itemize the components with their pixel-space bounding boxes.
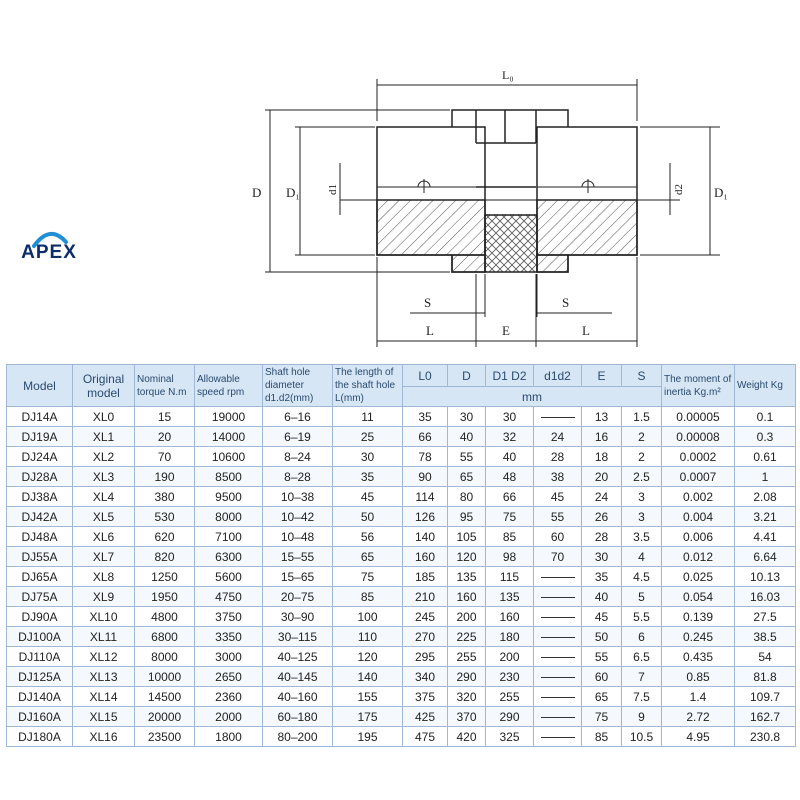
table-cell: XL4 [73, 487, 135, 507]
table-cell [534, 587, 582, 607]
table-cell: DJ75A [7, 587, 73, 607]
table-cell: XL3 [73, 467, 135, 487]
table-cell: 9 [622, 707, 662, 727]
table-cell: 16.03 [735, 587, 796, 607]
table-cell: 3350 [195, 627, 263, 647]
table-cell: 13 [582, 407, 622, 427]
table-cell: 10000 [135, 667, 195, 687]
table-cell: 162.7 [735, 707, 796, 727]
table-cell: 105 [448, 527, 486, 547]
table-cell: 120 [448, 547, 486, 567]
dash-mark [541, 597, 575, 598]
table-cell: 380 [135, 487, 195, 507]
table-cell: 20000 [135, 707, 195, 727]
table-cell: 30 [333, 447, 403, 467]
table-row [7, 487, 796, 507]
table-cell: 290 [448, 667, 486, 687]
table-cell: 110 [333, 627, 403, 647]
table-cell: 10.13 [735, 567, 796, 587]
table-cell: 85 [582, 727, 622, 747]
table-cell: 98 [486, 547, 534, 567]
table-cell: 135 [486, 587, 534, 607]
table-cell: 6 [622, 627, 662, 647]
table-cell [534, 407, 582, 427]
table-cell: 325 [486, 727, 534, 747]
table-cell: 4750 [195, 587, 263, 607]
table-cell: 2000 [195, 707, 263, 727]
table-cell: 10–42 [263, 507, 333, 527]
table-cell: 475 [403, 727, 448, 747]
label-D1-right: D₁ [714, 185, 728, 200]
table-cell: XL12 [73, 647, 135, 667]
table-cell: 85 [486, 527, 534, 547]
table-cell: 38.5 [735, 627, 796, 647]
table-cell: 6800 [135, 627, 195, 647]
table-cell: 370 [448, 707, 486, 727]
table-cell: 126 [403, 507, 448, 527]
table-cell: 820 [135, 547, 195, 567]
table-cell [534, 567, 582, 587]
table-cell: 35 [403, 407, 448, 427]
table-row [7, 467, 796, 487]
table-cell: 1800 [195, 727, 263, 747]
table-cell: 230.8 [735, 727, 796, 747]
table-cell [534, 647, 582, 667]
table-cell: 140 [403, 527, 448, 547]
table-row [7, 627, 796, 647]
table-cell: 5.5 [622, 607, 662, 627]
table-cell: 5 [622, 587, 662, 607]
table-cell: 175 [333, 707, 403, 727]
table-cell: 48 [486, 467, 534, 487]
table-cell: 14500 [135, 687, 195, 707]
table-cell: 6300 [195, 547, 263, 567]
table-row [7, 527, 796, 547]
table-cell: 1.4 [662, 687, 735, 707]
header-original-model: Original model [73, 365, 135, 407]
table-cell: 45 [534, 487, 582, 507]
table-cell: 65 [333, 547, 403, 567]
table-cell: 8000 [195, 507, 263, 527]
table-cell: 30–90 [263, 607, 333, 627]
table-cell: 80 [448, 487, 486, 507]
table-cell: 340 [403, 667, 448, 687]
table-cell: 7100 [195, 527, 263, 547]
table-cell: 160 [403, 547, 448, 567]
table-cell: 1250 [135, 567, 195, 587]
table-cell: 2650 [195, 667, 263, 687]
table-cell: DJ38A [7, 487, 73, 507]
label-d1: d1 [327, 184, 339, 195]
table-cell: 27.5 [735, 607, 796, 627]
table-cell: 375 [403, 687, 448, 707]
table-cell: 0.85 [662, 667, 735, 687]
table-row [7, 427, 796, 447]
table-cell: 75 [333, 567, 403, 587]
label-d2: d2 [673, 184, 685, 195]
dash-mark [541, 737, 575, 738]
table-cell: XL6 [73, 527, 135, 547]
table-cell: 60 [582, 667, 622, 687]
table-row [7, 607, 796, 627]
table-cell: DJ65A [7, 567, 73, 587]
table-cell: 8000 [135, 647, 195, 667]
table-row [7, 587, 796, 607]
table-cell: 5600 [195, 567, 263, 587]
table-cell: XL2 [73, 447, 135, 467]
table-cell: 0.245 [662, 627, 735, 647]
table-cell: 40 [486, 447, 534, 467]
header-d1d2: d1d2 [534, 365, 582, 387]
dash-mark [541, 657, 575, 658]
table-cell: 160 [486, 607, 534, 627]
table-cell: 24 [534, 427, 582, 447]
label-S-left: S [424, 295, 432, 310]
table-cell: 60 [534, 527, 582, 547]
table-cell: 0.054 [662, 587, 735, 607]
dash-mark [541, 677, 575, 678]
table-cell: 3000 [195, 647, 263, 667]
table-cell: 26 [582, 507, 622, 527]
table-cell: 4.41 [735, 527, 796, 547]
table-cell: 15 [135, 407, 195, 427]
table-cell: 425 [403, 707, 448, 727]
table-cell: 30 [486, 407, 534, 427]
table-cell: XL15 [73, 707, 135, 727]
table-cell: 35 [582, 567, 622, 587]
table-cell: 195 [333, 727, 403, 747]
table-row [7, 567, 796, 587]
label-L-right: L [582, 323, 590, 338]
table-cell: 56 [333, 527, 403, 547]
table-row [7, 547, 796, 567]
table-cell: 2360 [195, 687, 263, 707]
table-cell: 2.72 [662, 707, 735, 727]
header-nominal-torque: Nominal torque N.m [135, 365, 195, 407]
table-cell: 4800 [135, 607, 195, 627]
table-cell [534, 627, 582, 647]
table-cell: DJ180A [7, 727, 73, 747]
table-cell: 3.5 [622, 527, 662, 547]
table-row [7, 707, 796, 727]
table-cell: DJ160A [7, 707, 73, 727]
table-cell: DJ110A [7, 647, 73, 667]
table-cell: 40–160 [263, 687, 333, 707]
table-cell: 70 [135, 447, 195, 467]
table-cell: XL13 [73, 667, 135, 687]
table-cell: 1 [735, 467, 796, 487]
table-cell: 66 [403, 427, 448, 447]
table-cell: DJ42A [7, 507, 73, 527]
table-cell: 620 [135, 527, 195, 547]
table-row [7, 447, 796, 467]
table-cell: 2.08 [735, 487, 796, 507]
table-cell: 25 [333, 427, 403, 447]
table-cell: 55 [534, 507, 582, 527]
label-E: E [502, 323, 510, 338]
table-cell: 40 [582, 587, 622, 607]
table-cell: 8–24 [263, 447, 333, 467]
table-cell: XL8 [73, 567, 135, 587]
table-cell: 55 [582, 647, 622, 667]
table-cell: 28 [534, 447, 582, 467]
table-cell: 200 [448, 607, 486, 627]
table-cell: 0.012 [662, 547, 735, 567]
table-cell: 135 [448, 567, 486, 587]
table-cell: XL5 [73, 507, 135, 527]
dash-mark [541, 417, 575, 418]
table-cell: 1.5 [622, 407, 662, 427]
header-shaft-length: The length of the shaft hole L(mm) [333, 365, 403, 407]
table-cell: 3 [622, 487, 662, 507]
table-cell: 30–115 [263, 627, 333, 647]
header-allowable-speed: Allowable speed rpm [195, 365, 263, 407]
table-cell: 0.025 [662, 567, 735, 587]
table-cell: DJ125A [7, 667, 73, 687]
label-D1-left: D₁ [286, 185, 300, 200]
table-row [7, 507, 796, 527]
table-cell: 109.7 [735, 687, 796, 707]
label-D: D [252, 185, 262, 200]
table-cell: 2 [622, 447, 662, 467]
table-cell: 7 [622, 667, 662, 687]
table-cell: 420 [448, 727, 486, 747]
table-cell: 14000 [195, 427, 263, 447]
table-cell: 160 [448, 587, 486, 607]
table-cell: 115 [486, 567, 534, 587]
table-cell: 6–16 [263, 407, 333, 427]
table-cell: 20–75 [263, 587, 333, 607]
header-model: Model [7, 365, 73, 407]
table-cell: XL0 [73, 407, 135, 427]
table-cell: 50 [333, 507, 403, 527]
dash-mark [541, 617, 575, 618]
specification-table-body [7, 407, 796, 747]
table-cell: 8500 [195, 467, 263, 487]
label-L-left: L [426, 323, 434, 338]
header-L0: L0 [403, 365, 448, 387]
table-cell: 270 [403, 627, 448, 647]
table-cell: 81.8 [735, 667, 796, 687]
table-cell: 200 [486, 647, 534, 667]
table-cell: 185 [403, 567, 448, 587]
table-cell: 3.21 [735, 507, 796, 527]
table-cell: 75 [582, 707, 622, 727]
table-cell: 0.004 [662, 507, 735, 527]
table-cell: 60–180 [263, 707, 333, 727]
table-cell: 8–28 [263, 467, 333, 487]
table-cell: XL7 [73, 547, 135, 567]
table-cell: 6–19 [263, 427, 333, 447]
table-row [7, 647, 796, 667]
header-S: S [622, 365, 662, 387]
table-cell: 10–38 [263, 487, 333, 507]
table-cell: XL16 [73, 727, 135, 747]
table-cell: 23500 [135, 727, 195, 747]
apex-logo [14, 226, 84, 270]
header-E: E [582, 365, 622, 387]
table-cell: 0.61 [735, 447, 796, 467]
table-cell: XL11 [73, 627, 135, 647]
table-cell: 45 [582, 607, 622, 627]
table-row [7, 667, 796, 687]
table-cell: DJ28A [7, 467, 73, 487]
table-cell: 54 [735, 647, 796, 667]
table-cell: 0.00008 [662, 427, 735, 447]
table-cell: DJ19A [7, 427, 73, 447]
table-cell: 7.5 [622, 687, 662, 707]
table-cell: 10.5 [622, 727, 662, 747]
table-cell: DJ48A [7, 527, 73, 547]
table-cell: 225 [448, 627, 486, 647]
table-cell: 3 [622, 507, 662, 527]
table-cell: 0.0002 [662, 447, 735, 467]
table-cell: XL1 [73, 427, 135, 447]
table-cell: 19000 [195, 407, 263, 427]
header-D: D [448, 365, 486, 387]
table-cell: 30 [448, 407, 486, 427]
table-cell: 85 [333, 587, 403, 607]
dash-mark [541, 717, 575, 718]
dash-mark [541, 637, 575, 638]
table-cell: XL10 [73, 607, 135, 627]
table-cell: 78 [403, 447, 448, 467]
table-cell: 35 [333, 467, 403, 487]
header-mm-unit: mm [403, 387, 662, 407]
table-cell: 40–125 [263, 647, 333, 667]
table-cell: 1950 [135, 587, 195, 607]
table-cell: DJ100A [7, 627, 73, 647]
table-cell: 40–145 [263, 667, 333, 687]
header-D1D2: D1 D2 [486, 365, 534, 387]
table-cell: 0.139 [662, 607, 735, 627]
header-weight: Weight Kg [735, 365, 796, 407]
table-cell: DJ24A [7, 447, 73, 467]
table-cell: 24 [582, 487, 622, 507]
table-cell: 40 [448, 427, 486, 447]
table-cell: 75 [486, 507, 534, 527]
table-cell: 66 [486, 487, 534, 507]
table-cell: 120 [333, 647, 403, 667]
dash-mark [541, 697, 575, 698]
table-cell: 50 [582, 627, 622, 647]
table-cell: 6.64 [735, 547, 796, 567]
dash-mark [541, 577, 575, 578]
table-cell: 9500 [195, 487, 263, 507]
table-cell: 0.435 [662, 647, 735, 667]
table-cell: 80–200 [263, 727, 333, 747]
table-cell: 3750 [195, 607, 263, 627]
table-cell: 15–65 [263, 567, 333, 587]
table-cell: 65 [448, 467, 486, 487]
table-cell: 45 [333, 487, 403, 507]
table-cell: 18 [582, 447, 622, 467]
table-cell: 295 [403, 647, 448, 667]
label-L0: L₀ [502, 68, 514, 82]
table-cell: 10600 [195, 447, 263, 467]
table-cell: 180 [486, 627, 534, 647]
table-cell: 0.00005 [662, 407, 735, 427]
table-row [7, 407, 796, 427]
table-cell: 16 [582, 427, 622, 447]
specification-table [6, 364, 796, 747]
table-cell: 0.0007 [662, 467, 735, 487]
table-cell: 4.95 [662, 727, 735, 747]
header-inertia: The moment of inertia Kg.m² [662, 365, 735, 407]
elastomer-spider [485, 215, 537, 272]
table-cell: 30 [582, 547, 622, 567]
table-cell: 0.3 [735, 427, 796, 447]
table-cell: DJ140A [7, 687, 73, 707]
table-cell: 70 [534, 547, 582, 567]
table-cell [534, 707, 582, 727]
table-cell: 15–55 [263, 547, 333, 567]
table-cell: 4.5 [622, 567, 662, 587]
table-cell: 255 [448, 647, 486, 667]
label-S-right: S [562, 295, 570, 310]
table-cell [534, 607, 582, 627]
table-cell: 20 [135, 427, 195, 447]
table-cell: 0.006 [662, 527, 735, 547]
table-cell: 55 [448, 447, 486, 467]
table-cell: 10–48 [263, 527, 333, 547]
table-cell: 4 [622, 547, 662, 567]
table-cell: 230 [486, 667, 534, 687]
table-row [7, 727, 796, 747]
table-cell: 38 [534, 467, 582, 487]
table-cell: XL9 [73, 587, 135, 607]
table-cell: 2 [622, 427, 662, 447]
table-cell: 190 [135, 467, 195, 487]
table-cell [534, 727, 582, 747]
table-cell [534, 687, 582, 707]
table-cell [534, 667, 582, 687]
table-cell: 155 [333, 687, 403, 707]
table-cell: 210 [403, 587, 448, 607]
table-cell: 320 [448, 687, 486, 707]
table-cell: 290 [486, 707, 534, 727]
table-cell: 32 [486, 427, 534, 447]
table-cell: 530 [135, 507, 195, 527]
table-cell: 114 [403, 487, 448, 507]
table-cell: DJ90A [7, 607, 73, 627]
table-cell: 11 [333, 407, 403, 427]
table-cell: 0.002 [662, 487, 735, 507]
table-cell: 20 [582, 467, 622, 487]
table-cell: 65 [582, 687, 622, 707]
logo-text: APEX [21, 242, 77, 263]
table-cell: 28 [582, 527, 622, 547]
table-row [7, 687, 796, 707]
table-cell: 0.1 [735, 407, 796, 427]
table-cell: 100 [333, 607, 403, 627]
header-shaft-hole: Shaft hole diameter d1.d2(mm) [263, 365, 333, 407]
table-cell: 140 [333, 667, 403, 687]
table-cell: XL14 [73, 687, 135, 707]
table-cell: 2.5 [622, 467, 662, 487]
table-cell: DJ55A [7, 547, 73, 567]
table-cell: 245 [403, 607, 448, 627]
coupling-technical-drawing [240, 65, 740, 355]
table-cell: DJ14A [7, 407, 73, 427]
table-cell: 90 [403, 467, 448, 487]
table-cell: 255 [486, 687, 534, 707]
table-cell: 6.5 [622, 647, 662, 667]
table-cell: 95 [448, 507, 486, 527]
